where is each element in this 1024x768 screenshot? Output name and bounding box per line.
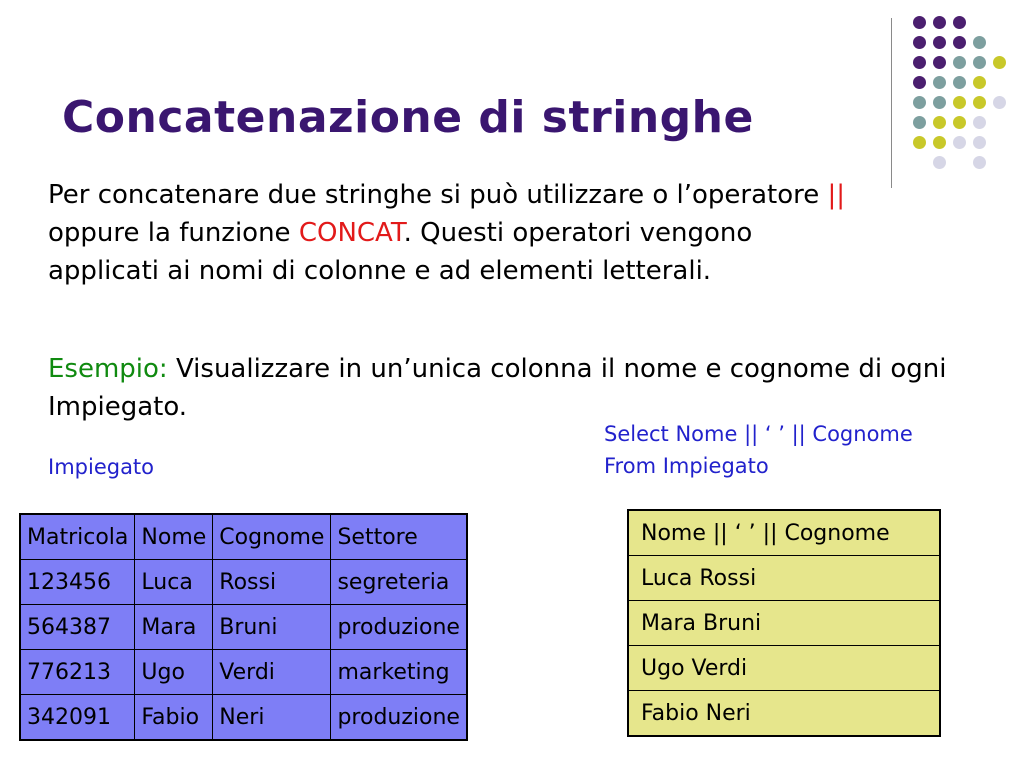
column-header: Nome xyxy=(135,514,213,560)
table-row xyxy=(20,560,467,605)
decor-dot xyxy=(953,96,966,109)
table-header-row xyxy=(628,510,940,556)
decor-dot xyxy=(933,96,946,109)
table-row xyxy=(20,605,467,650)
decor-dot xyxy=(973,116,986,129)
decor-dot xyxy=(913,76,926,89)
decor-dot xyxy=(913,16,926,29)
decor-dot xyxy=(993,56,1006,69)
decor-dot xyxy=(913,116,926,129)
table-cell: Ugo xyxy=(135,650,213,695)
table-cell: Rossi xyxy=(213,560,331,605)
slide-title: Concatenazione di stringhe xyxy=(62,92,754,143)
column-header: Matricola xyxy=(20,514,135,560)
table-cell: Mara Bruni xyxy=(628,601,940,646)
decor-dot xyxy=(953,116,966,129)
decor-dot xyxy=(933,76,946,89)
concat-function: CONCAT xyxy=(298,218,404,248)
table-row xyxy=(20,650,467,695)
table-cell: Luca xyxy=(135,560,213,605)
decor-dot xyxy=(993,96,1006,109)
table-cell: Neri xyxy=(213,695,331,741)
sql-query xyxy=(604,418,913,482)
table-row xyxy=(20,695,467,741)
decor-dot xyxy=(913,136,926,149)
intro-text-part1: Per concatenare due stringhe si può utilizzare o l’operatore xyxy=(48,180,828,210)
decor-dot xyxy=(973,76,986,89)
result-table xyxy=(627,509,941,737)
table-header-row xyxy=(20,514,467,560)
decor-dot xyxy=(973,96,986,109)
decor-dot xyxy=(933,56,946,69)
decor-dot xyxy=(973,56,986,69)
decor-dot xyxy=(913,56,926,69)
decor-dot xyxy=(953,16,966,29)
example-paragraph xyxy=(48,350,1008,426)
table-row xyxy=(628,691,940,737)
intro-paragraph xyxy=(48,176,868,290)
decor-dot xyxy=(953,36,966,49)
table-cell: produzione xyxy=(331,695,467,741)
decor-dot xyxy=(953,136,966,149)
sql-query-line-1: Select Nome || ‘ ’ || Cognome xyxy=(604,422,913,446)
table-row xyxy=(628,646,940,691)
column-header: Nome || ‘ ’ || Cognome xyxy=(628,510,940,556)
decor-dot xyxy=(933,16,946,29)
employee-table-name: Impiegato xyxy=(48,455,155,479)
table-row xyxy=(628,556,940,601)
table-cell: 564387 xyxy=(20,605,135,650)
column-header: Cognome xyxy=(213,514,331,560)
example-text: Visualizzare in un’unica colonna il nome e cognome di ogni Impiegato. xyxy=(48,354,947,422)
decor-dot xyxy=(913,36,926,49)
decor-dot xyxy=(933,36,946,49)
column-header: Settore xyxy=(331,514,467,560)
decor-dot xyxy=(913,96,926,109)
table-cell: 776213 xyxy=(20,650,135,695)
table-cell: marketing xyxy=(331,650,467,695)
table-cell: Bruni xyxy=(213,605,331,650)
table-cell: Ugo Verdi xyxy=(628,646,940,691)
table-cell: 123456 xyxy=(20,560,135,605)
table-cell: Fabio xyxy=(135,695,213,741)
table-cell: Fabio Neri xyxy=(628,691,940,737)
decor-dot xyxy=(973,36,986,49)
table-cell: produzione xyxy=(331,605,467,650)
decor-dot xyxy=(953,56,966,69)
table-cell: Luca Rossi xyxy=(628,556,940,601)
employee-table xyxy=(19,513,468,741)
decor-dot xyxy=(973,136,986,149)
decorative-divider xyxy=(891,18,892,188)
concat-operator: || xyxy=(827,180,846,210)
sql-query-line-2: From Impiegato xyxy=(604,454,769,478)
table-cell: 342091 xyxy=(20,695,135,741)
decor-dot xyxy=(973,156,986,169)
intro-text-part3: . Questi operatori vengono applicati ai nomi di colonne e ad elementi letterali. xyxy=(48,218,753,286)
decor-dot xyxy=(933,136,946,149)
decor-dot xyxy=(933,156,946,169)
decor-dot xyxy=(933,116,946,129)
decor-dot xyxy=(953,76,966,89)
intro-text-part2: oppure la funzione xyxy=(48,218,299,248)
example-label: Esempio: xyxy=(48,354,168,384)
table-cell: Verdi xyxy=(213,650,331,695)
table-cell: segreteria xyxy=(331,560,467,605)
table-row xyxy=(628,601,940,646)
table-cell: Mara xyxy=(135,605,213,650)
